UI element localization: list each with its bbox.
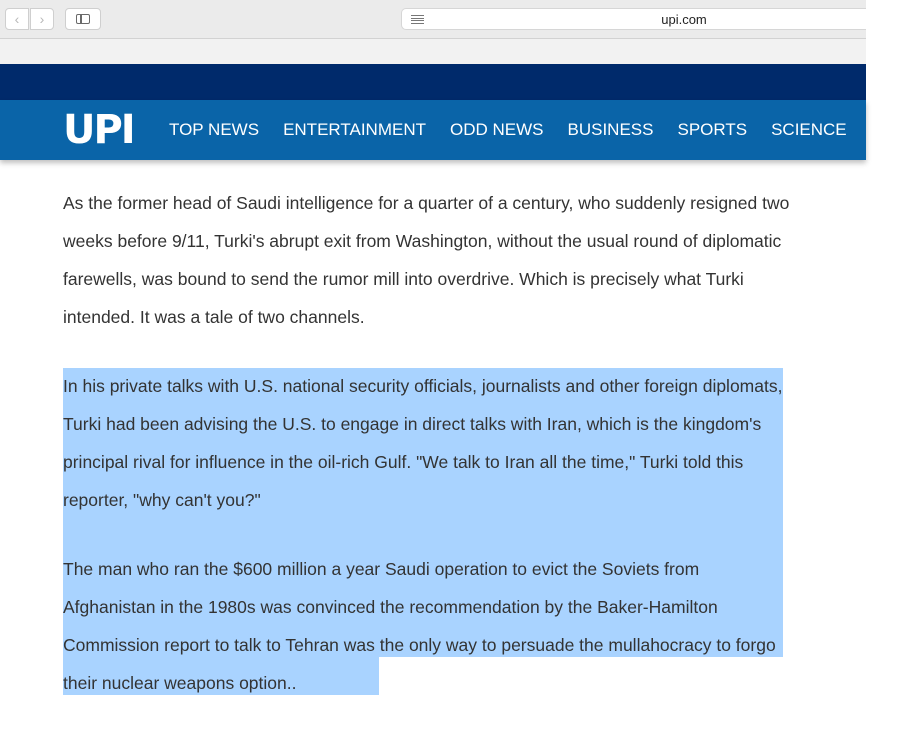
article-paragraph: As the former head of Saudi intelligence for a quarter of a century, who suddenly resigned two weeks before 9/11, Turki's abrupt exit from Washington, without the usual round of diplomatic farewells, was bound to send the rumor mill into overdrive. Which is precisely what Turki intended. It was a tale of two channels. <box>63 193 790 327</box>
article-paragraph-selected: In his private talks with U.S. national security officials, journalists and other foreign diplomats, Turki had been advising the U.S. to engage in direct talks with Iran, which is the kingdom's principal rival for influence in the oil-rich Gulf. "We talk to Iran all the time," Turki told this reporter, "why can't you?" <box>63 376 783 510</box>
article-body <box>63 184 793 733</box>
browser-toolbar <box>0 0 866 39</box>
nav-business[interactable]: BUSINESS <box>567 120 654 139</box>
nav-top-news[interactable]: TOP NEWS <box>169 120 260 139</box>
chevron-right-icon: › <box>39 11 45 27</box>
nav-entertainment[interactable]: ENTERTAINMENT <box>283 120 426 139</box>
main-nav <box>169 120 907 140</box>
nav-sports[interactable]: SPORTS <box>677 120 748 139</box>
article-paragraph-selected <box>63 550 793 702</box>
nav-odd-news[interactable]: ODD NEWS <box>450 120 544 139</box>
url-text: upi.com <box>661 12 707 27</box>
site-nav-bar <box>0 100 883 160</box>
tab-strip <box>0 39 866 64</box>
sidebar-button[interactable] <box>65 8 101 30</box>
upi-logo[interactable]: UPI <box>63 107 134 153</box>
back-button[interactable] <box>5 8 29 30</box>
chevron-left-icon: ‹ <box>14 11 20 27</box>
sidebar-icon <box>76 14 90 24</box>
article-paragraph-text: The man who ran the $600 million a year Saudi operation to evict the Soviets from Afghanistan in the 1980s was convinced the recommendation by the Baker-Hamilton Commission report to talk to Tehran was the only way to persuade the mullahocracy to forgo their nuclear weapons option. <box>63 559 776 693</box>
address-bar[interactable] <box>401 8 866 30</box>
forward-button[interactable] <box>30 8 54 30</box>
site-top-band <box>0 64 866 100</box>
nav-science[interactable]: SCIENCE <box>771 120 847 139</box>
nav-more-truncated[interactable]: H <box>870 120 883 139</box>
article-paragraph-end: . <box>291 673 297 693</box>
